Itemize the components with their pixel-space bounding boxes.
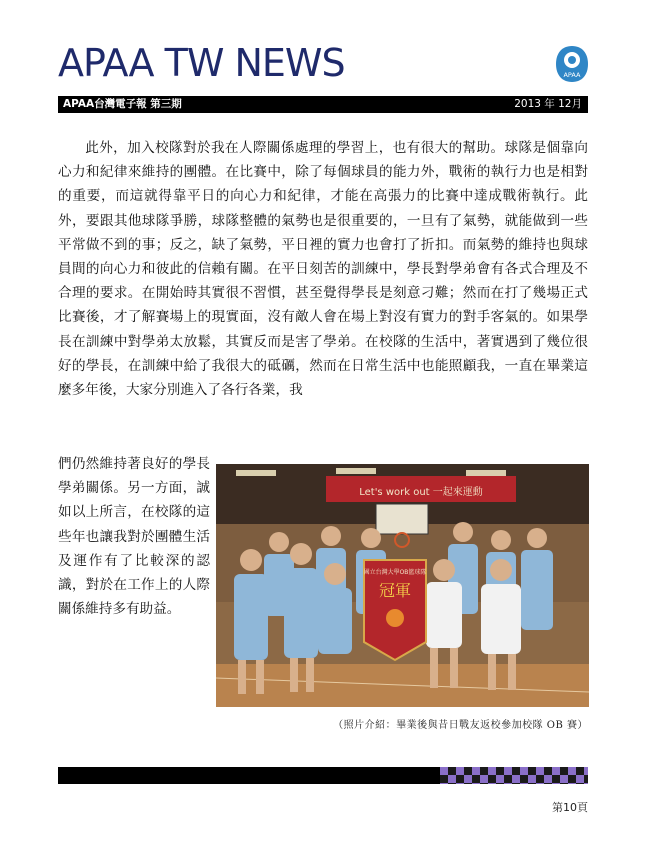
pennant-title-text: 冠軍 [378,581,412,600]
header-bar [58,96,588,113]
gym-banner-text: Let's work out 一起來運動 [359,487,483,498]
masthead-title: APAA TW NEWS [58,41,345,85]
issue-date: 2013 年 12月 [514,98,582,110]
footer-checker-pattern [440,767,588,784]
issue-label: APAA台灣電子報 第三期 [63,98,182,110]
page-number: 第10頁 [552,801,588,814]
article-side-text: 們仍然維持著良好的學長學弟關係。另一方面，誠如以上所言，在校隊的這些年也讓我對於團體生活及運作有了比較深的認識，對於在工作上的人際關係維持多有助益。 [58,456,210,618]
footer-bar-solid [58,767,440,784]
article-body [58,136,588,402]
footer-bar [58,767,588,784]
photo-caption: （照片介紹：畢業後與昔日戰友返校參加校隊 OB 賽） [333,720,588,731]
apaa-logo-icon [552,44,592,84]
team-photo-illustration [216,464,589,707]
team-photo [216,464,589,707]
pennant-org-text: 國立台灣大學OB籃球隊 [363,569,427,576]
article-paragraph: 此外，加入校隊對於我在人際關係處理的學習上，也有很大的幫助。球隊是個靠向心力和紀律來維持的團體。在比賽中，除了每個球員的能力外，戰術的執行力也是相對的重要，而這就得靠平日的向心力和紀律，才能在高張力的比賽中達成戰術執行。此外，要跟其他球隊爭勝，球隊整體的氣勢也是很重要的，一旦有了氣勢，就能做到一些平常做不到的事；反之，缺了氣勢，平日裡的實力也會打了折扣。而氣勢的維持也與球員間的向心力和彼此的信賴有關。在平日刻苦的訓練中，學長對學弟會有各式合理及不合理的要求。在開始時其實很不習慣，甚至覺得學長是刻意刁難；然而在打了幾場正式比賽後，才了解賽場上的現實面，沒有敵人會在場上對沒有實力的對手客氣的。如果學長在訓練中對學弟太放鬆，其實反而是害了學弟。在校隊的生活中，著實遇到了幾位很好的學長，在訓練中給了我很大的砥礪，然而在日常生活中也能照顧我，一直在畢業這麼多年後，大家分別進入了各行各業，我 [58,140,588,399]
logo-text: APAA [563,71,581,79]
